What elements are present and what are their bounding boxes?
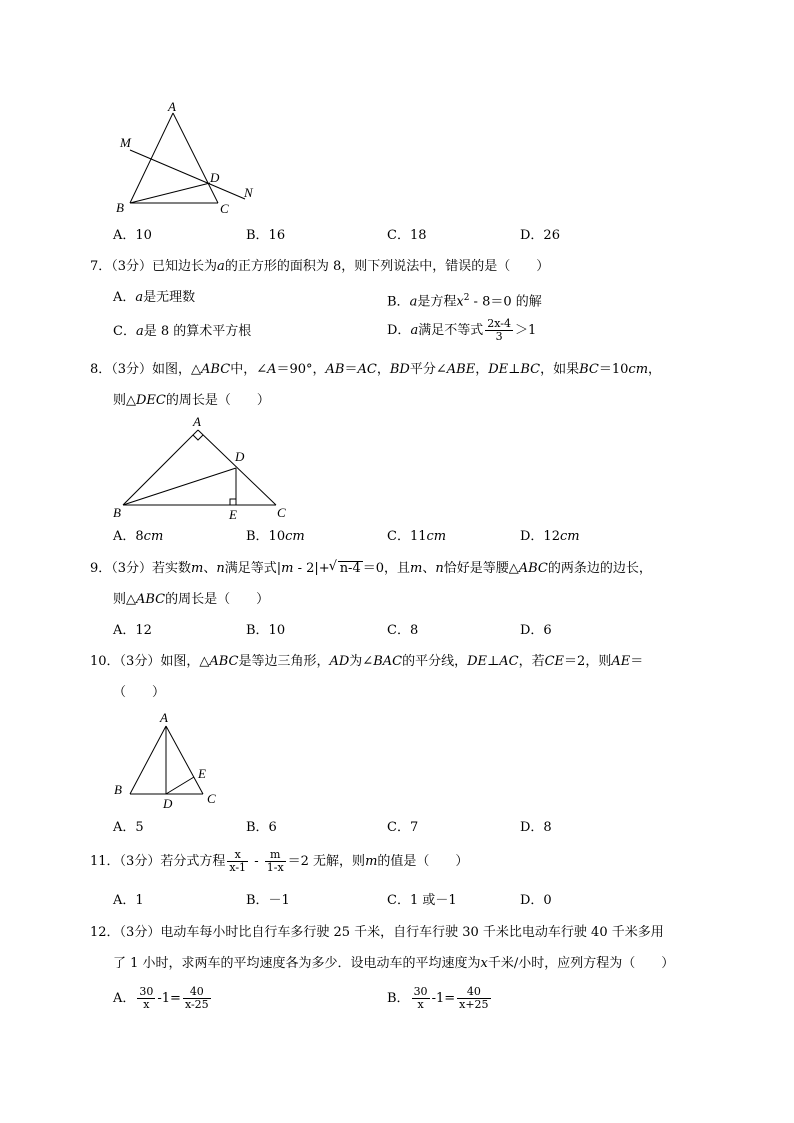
q8-option-c: C．11cm [387, 529, 447, 544]
q6-label-m: M [120, 135, 131, 150]
q8-stem-line1: 8．（3分）如图，△ABC中，∠A＝90°，AB＝AC，BD平分∠ABE，DE⊥BC，如果BC＝10cm， [90, 362, 662, 377]
q10-label-a: A [160, 710, 168, 725]
q8-option-b: B．10cm [246, 529, 305, 544]
q11-option-d: D．0 [520, 893, 552, 908]
q12-option-b-fraction-2: $\frac{40}{x+25}$ [459, 985, 489, 1011]
q11-stem: 11．（3分）若分式方程 $\frac{x}{x-1}$ - $\frac{m}{1-x}$ ＝2 无解，则m的值是（ ） [90, 848, 469, 874]
q7-option-d: D．a满足不等式 $\frac{2x-4}{3}$ ＞1 [387, 317, 537, 343]
q11-option-b: B．－1 [246, 893, 290, 908]
q6-label-a: A [168, 99, 176, 114]
q12-option-a: A． $\frac{30}{x}$ -1= $\frac{40}{x-25}$ [113, 985, 209, 1011]
q11-fraction-1: $\frac{x}{x-1}$ [229, 848, 247, 874]
q8-option-a: A．8cm [113, 529, 164, 544]
q6-option-c: C．18 [387, 228, 427, 243]
q10-option-d: D．8 [520, 820, 552, 835]
q6-label-d: D [210, 170, 220, 185]
q6-option-a: A．10 [113, 228, 152, 243]
q8-option-d: D．12cm [520, 529, 580, 544]
q6-label-n: N [244, 185, 253, 200]
q10-option-c: C．7 [387, 820, 419, 835]
q6-label-c: C [220, 201, 229, 216]
q10-label-d: D [163, 796, 173, 811]
q10-option-b: B．6 [246, 820, 277, 835]
q9-sqrt: √ n-4 [338, 561, 363, 576]
q6-option-b: B．16 [246, 228, 286, 243]
q8-label-e: E [229, 507, 237, 522]
q9-option-c: C．8 [387, 623, 419, 638]
q8-figure [105, 413, 305, 525]
q7-option-d-fraction: $\frac{2x-4}{3}$ [487, 317, 511, 343]
q9-option-b: B．10 [246, 623, 286, 638]
q11-option-a: A．1 [113, 893, 144, 908]
q10-figure [108, 708, 228, 813]
q10-label-c: C [207, 791, 216, 806]
q12-stem-line2: 了 1 小时，求两车的平均速度各为多少．设电动车的平均速度为x千米/小时，应列方程为（ ） [113, 956, 675, 971]
q8-label-b: B [113, 505, 121, 520]
q6-label-b: B [116, 200, 124, 215]
q12-stem-line1: 12．（3分）电动车每小时比自行车多行驶 25 千米，自行车行驶 30 千米比电动车行驶 40 千米多用 [90, 925, 664, 940]
q6-option-d: D．26 [520, 228, 560, 243]
q12-option-a-fraction-1: $\frac{30}{x}$ [139, 985, 154, 1011]
q11-fraction-2: $\frac{m}{1-x}$ [266, 848, 284, 874]
q7-option-b: B．a是方程$x^2 - 8=0$ 的解 [387, 293, 542, 310]
q7-option-c: C．a是 8 的算术平方根 [113, 324, 252, 339]
q7-option-a: A．a是无理数 [113, 290, 196, 305]
q10-stem-line1: 10．（3分）如图，△ABC是等边三角形，AD为∠BAC的平分线，DE⊥AC，若CE＝2，则AE＝ [90, 654, 644, 669]
q8-label-d: D [235, 449, 245, 464]
q9-stem-line2: 则△ABC的周长是（ ） [113, 592, 270, 607]
q12-option-b-fraction-1: $\frac{30}{x}$ [413, 985, 428, 1011]
q11-option-c: C．1 或－1 [387, 893, 457, 908]
q12-option-b: B． $\frac{30}{x}$ -1= $\frac{40}{x+25}$ [387, 985, 489, 1011]
q10-label-b: B [114, 782, 122, 797]
q8-label-c: C [277, 505, 286, 520]
q6-figure [110, 95, 270, 220]
q8-label-a: A [193, 414, 201, 429]
q10-option-a: A．5 [113, 820, 144, 835]
q10-stem-line2: （ ） [113, 685, 166, 700]
q8-stem-line2: 则△DEC的周长是（ ） [113, 393, 270, 408]
q7-stem: 7．（3分）已知边长为a的正方形的面积为 8，则下列说法中，错误的是（ ） [90, 259, 550, 274]
q9-stem-line1: 9．（3分）若实数m、n满足等式|m - 2|+√ n-4 ＝0，且m、n恰好是等腰△ABC的两条边的边长， [90, 561, 652, 577]
q12-option-a-fraction-2: $\frac{40}{x-25}$ [184, 985, 209, 1011]
q10-label-e: E [198, 766, 206, 781]
q9-option-d: D．6 [520, 623, 552, 638]
q9-option-a: A．12 [113, 623, 152, 638]
